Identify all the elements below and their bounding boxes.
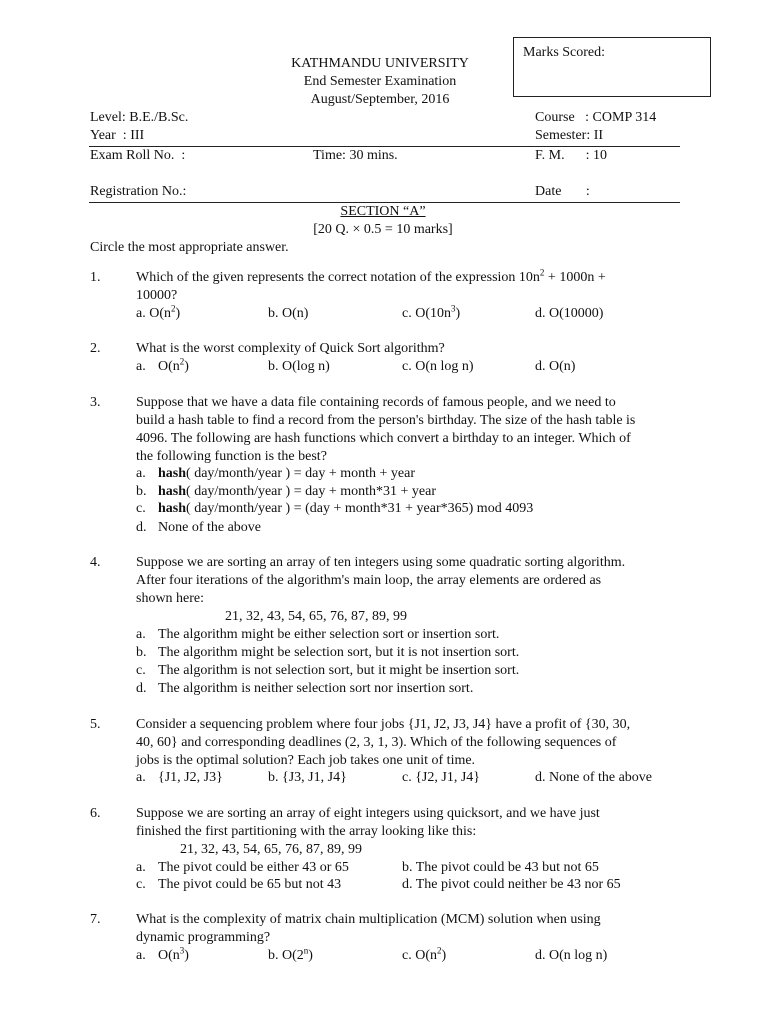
q4-option-a-label: a. — [136, 627, 146, 642]
date-field: Date : — [535, 184, 590, 199]
q7-number: 7. — [90, 912, 101, 927]
q6-option-b: b. The pivot could be 43 but not 65 — [402, 860, 599, 875]
q2-text: What is the worst complexity of Quick Sort algorithm? — [136, 341, 445, 356]
q5-option-b: b. {J3, J1, J4} — [268, 770, 347, 785]
semester-info: Semester: II — [535, 128, 604, 143]
registration-field: Registration No.: — [90, 184, 187, 199]
q4-text-line3: shown here: — [136, 591, 205, 606]
q2-option-a-label: a. — [136, 359, 146, 374]
q4-option-d-label: d. — [136, 681, 147, 696]
q4-option-a: The algorithm might be either selection sort or insertion sort. — [158, 627, 500, 642]
q5-number: 5. — [90, 717, 101, 732]
q7-option-a: $O(n^3)$ — [158, 945, 189, 963]
q5-option-a-label: a. — [136, 770, 146, 785]
q3-text-line3: 4096. The following are hash functions which convert a birthday to an integer. Which of — [136, 431, 631, 446]
q4-array: 21, 32, 43, 54, 65, 76, 87, 89, 99 — [225, 609, 407, 624]
q3-option-c: hash( day/month/year ) = (day + month*31 + year*365) mod 4093 — [158, 501, 534, 516]
q7-text-line1: What is the complexity of matrix chain multiplication (MCM) solution when using — [136, 912, 601, 927]
section-marks: [20 Q. × 0.5 = 10 marks] — [313, 222, 453, 237]
exam-roll-field: Exam Roll No. : — [90, 148, 186, 163]
q1-option-c: c. $O(10n^3)$ — [402, 303, 461, 321]
exam-session: August/September, 2016 — [310, 92, 450, 107]
marks-scored-label: Marks Scored: — [523, 45, 606, 60]
course-info: Course : COMP 314 — [535, 110, 657, 125]
q4-number: 4. — [90, 555, 101, 570]
section-title: SECTION “A” — [340, 204, 426, 219]
q3-option-a-label: a. — [136, 466, 146, 481]
q5-option-c: c. {J2, J1, J4} — [402, 770, 480, 785]
q3-option-a: hash( day/month/year ) = day + month + year — [158, 466, 415, 481]
time-info: Time: 30 mins. — [313, 148, 398, 163]
q6-option-c-label: c. — [136, 877, 146, 892]
q4-option-d: The algorithm is neither selection sort nor insertion sort. — [158, 681, 474, 696]
q2-option-c: c. O(n log n) — [402, 359, 474, 374]
q6-text-line1: Suppose we are sorting an array of eight integers using quicksort, and we have just — [136, 806, 600, 821]
q4-option-c: The algorithm is not selection sort, but it might be insertion sort. — [158, 663, 520, 678]
q5-option-d: d. None of the above — [535, 770, 653, 785]
q7-option-a-label: a. — [136, 948, 146, 963]
q3-option-c-label: c. — [136, 501, 146, 516]
q6-option-a-label: a. — [136, 860, 146, 875]
q3-text-line1: Suppose that we have a data file containing records of famous people, and we need to — [136, 395, 616, 410]
q5-text-line3: jobs is the optimal solution? Each job takes one unit of time. — [136, 753, 476, 768]
q4-text-line2: After four iterations of the algorithm's main loop, the array elements are ordered as — [136, 573, 602, 588]
q3-option-d: None of the above — [158, 520, 262, 535]
q4-option-b: The algorithm might be selection sort, but it is not insertion sort. — [158, 645, 520, 660]
q6-text-line2: finished the first partitioning with the array looking like this: — [136, 824, 477, 839]
q3-number: 3. — [90, 395, 101, 410]
q4-text-line1: Suppose we are sorting an array of ten integers using some quadratic sorting algorithm. — [136, 555, 626, 570]
q2-option-a: $O(n^2)$ — [158, 356, 189, 374]
q3-text-line4: the following function is the best? — [136, 449, 327, 464]
university-name: KATHMANDU UNIVERSITY — [291, 56, 469, 71]
q1-option-a: a. $O(n^2)$ — [136, 303, 181, 321]
q6-option-d: d. The pivot could neither be 43 nor 65 — [402, 877, 621, 892]
q1-option-b: b. O(n) — [268, 306, 309, 321]
q1-text-line1: Which of the given represents the correct notation of the expression $10n^2 + 1000n$ + — [136, 267, 606, 285]
header-divider-bottom — [89, 202, 680, 203]
instruction-text: Circle the most appropriate answer. — [90, 240, 289, 255]
q5-text-line2: 40, 60} and corresponding deadlines (2, 3, 1, 3). Which of the following sequences of — [136, 735, 617, 750]
q5-text-line1: Consider a sequencing problem where four jobs {J1, J2, J3, J4} have a profit of {30, 30, — [136, 717, 631, 732]
q6-option-a: The pivot could be either 43 or 65 — [158, 860, 349, 875]
q3-text-line2: build a hash table to find a record from the person's birthday. The size of the hash table is — [136, 413, 636, 428]
q7-option-b: b. O(2$^n$) — [268, 945, 313, 963]
full-marks-info: F. M. : 10 — [535, 148, 608, 163]
header-divider-top — [89, 146, 680, 147]
q1-number: 1. — [90, 270, 101, 285]
q7-option-d: d. O(n log n) — [535, 948, 608, 963]
q3-option-d-label: d. — [136, 520, 147, 535]
q1-text-line2: 10000? — [136, 288, 178, 303]
level-info: Level: B.E./B.Sc. — [90, 110, 189, 125]
q3-option-b: hash( day/month/year ) = day + month*31 + year — [158, 484, 436, 499]
q2-number: 2. — [90, 341, 101, 356]
q2-option-d: d. O(n) — [535, 359, 576, 374]
q1-option-d: d. O(10000) — [535, 306, 604, 321]
exam-title: End Semester Examination — [303, 74, 457, 89]
q6-array: 21, 32, 43, 54, 65, 76, 87, 89, 99 — [180, 842, 362, 857]
q4-option-c-label: c. — [136, 663, 146, 678]
q4-option-b-label: b. — [136, 645, 147, 660]
q7-option-c: c. $O(n^2)$ — [402, 945, 447, 963]
q7-text-line2: dynamic programming? — [136, 930, 271, 945]
q6-option-c: The pivot could be 65 but not 43 — [158, 877, 342, 892]
q5-option-a: {J1, J2, J3} — [158, 770, 223, 785]
q6-number: 6. — [90, 806, 101, 821]
q2-option-b: b. O(log n) — [268, 359, 330, 374]
q3-option-b-label: b. — [136, 484, 147, 499]
year-info: Year : III — [90, 128, 145, 143]
marks-scored-box — [513, 37, 711, 97]
